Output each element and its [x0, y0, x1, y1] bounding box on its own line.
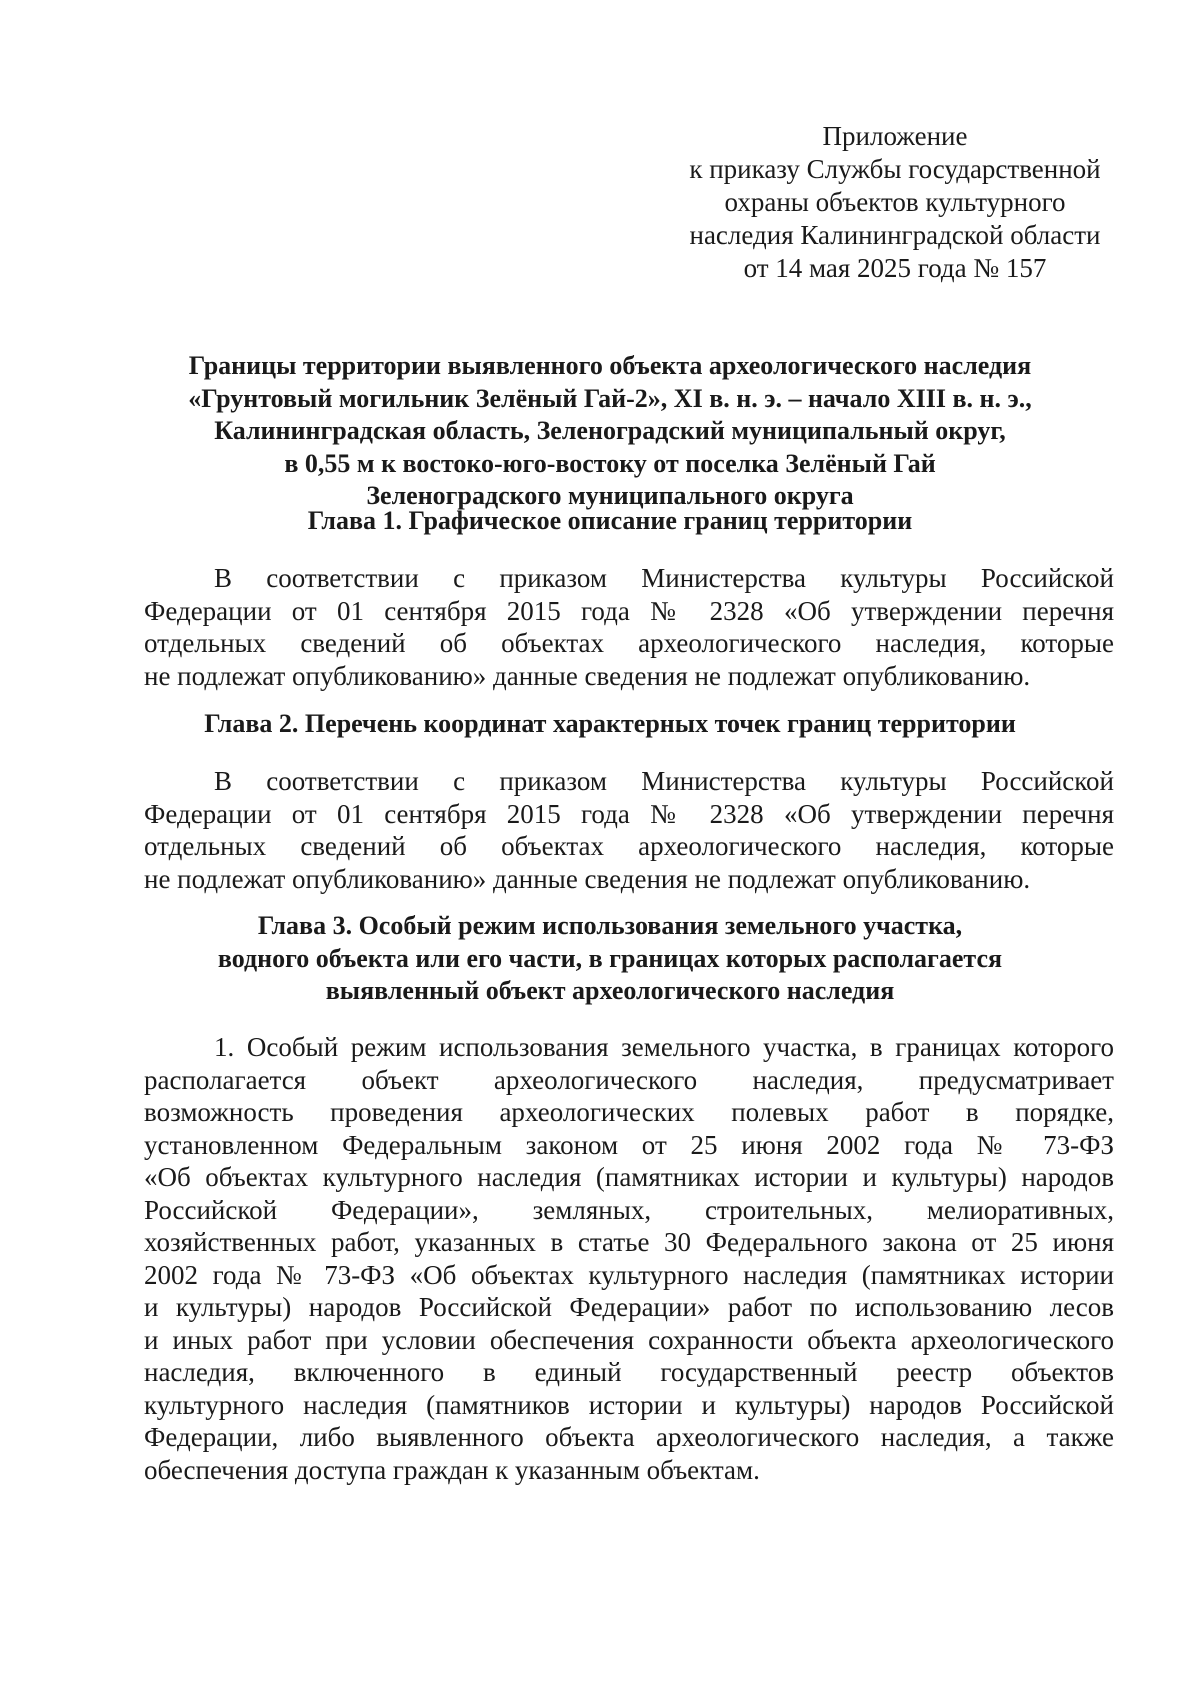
appendix-line: Приложение: [822, 121, 968, 151]
chapter-1-heading: [130, 505, 1090, 538]
title-line: «Грунтовый могильник Зелёный Гай-2», XI в. н. э. – начало XIII в. н. э.,: [188, 383, 1032, 413]
paragraph-line: 2002 года № 73-ФЗ «Об объектах культурного наследия (памятниках истории: [144, 1259, 1114, 1290]
paragraph-line: Российской Федерации», земляных, строительных, мелиоративных,: [144, 1194, 1114, 1225]
chapter-2-heading: [130, 708, 1090, 741]
appendix-line: охраны объектов культурного: [724, 187, 1066, 217]
paragraph-line: установленном Федеральным законом от 25 июня 2002 года № 73-ФЗ: [144, 1129, 1114, 1160]
chapter-3-paragraph: [144, 1031, 1114, 1486]
paragraph-line: и культуры) народов Российской Федерации» работ по использованию лесов: [144, 1292, 1114, 1322]
heading-line: водного объекта или его части, в границах которых располагается: [217, 943, 1003, 973]
title-line: Границы территории выявленного объекта археологического наследия: [188, 351, 1032, 380]
appendix-line: наследия Калининградской области: [689, 220, 1101, 250]
paragraph-line: не подлежат опубликованию» данные сведения не подлежат опубликованию.: [144, 660, 1031, 691]
chapter-2-paragraph: [144, 765, 1114, 895]
paragraph-line: хозяйственных работ, указанных в статье 30 Федерального закона от 25 июня: [144, 1227, 1114, 1257]
heading-line: Глава 2. Перечень координат характерных точек границ территории: [204, 709, 1016, 738]
title-line: Калининградская область, Зеленоградский муниципальный округ,: [214, 416, 1006, 445]
paragraph-line: не подлежат опубликованию» данные сведения не подлежат опубликованию.: [144, 863, 1031, 894]
paragraph-line: возможность проведения археологических полевых работ в порядке,: [144, 1097, 1114, 1127]
paragraph-line: отдельных сведений об объектах археологического наследия, которые: [144, 831, 1114, 861]
title-line: Зеленоградского муниципального округа: [366, 481, 854, 510]
paragraph-line: располагается объект археологического наследия, предусматривает: [144, 1064, 1114, 1095]
paragraph-line: отдельных сведений об объектах археологического наследия, которые: [144, 628, 1114, 658]
paragraph-line: 1. Особый режим использования земельного участка, в границах которого: [214, 1032, 1114, 1062]
appendix-block: [655, 120, 1135, 285]
heading-line: выявленный объект археологического наследия: [325, 976, 895, 1005]
paragraph-line: В соответствии с приказом Министерства культуры Российской: [214, 563, 1114, 593]
paragraph-line: обеспечения доступа граждан к указанным объектам.: [144, 1454, 760, 1485]
chapter-1-paragraph: [144, 562, 1114, 692]
document-title: [130, 350, 1090, 513]
paragraph-line: и иных работ при условии обеспечения сохранности объекта археологического: [144, 1324, 1114, 1355]
paragraph-line: наследия, включенного в единый государственный реестр объектов: [144, 1357, 1114, 1387]
paragraph-line: культурного наследия (памятников истории и культуры) народов Российской: [144, 1389, 1114, 1420]
appendix-line: от 14 мая 2025 года № 157: [743, 253, 1047, 283]
paragraph-line: Федерации от 01 сентября 2015 года № 2328 «Об утверждении перечня: [144, 798, 1114, 829]
paragraph-line: Федерации от 01 сентября 2015 года № 2328 «Об утверждении перечня: [144, 595, 1114, 626]
paragraph-line: В соответствии с приказом Министерства культуры Российской: [214, 766, 1114, 796]
paragraph-line: Федерации, либо выявленного объекта археологического наследия, а также: [144, 1422, 1114, 1452]
chapter-3-heading: [130, 910, 1090, 1008]
appendix-line: к приказу Службы государственной: [689, 154, 1101, 184]
heading-line: Глава 3. Особый режим использования земельного участка,: [257, 911, 963, 940]
paragraph-line: «Об объектах культурного наследия (памятниках истории и культуры) народов: [144, 1162, 1114, 1192]
heading-line: Глава 1. Графическое описание границ территории: [307, 506, 913, 535]
title-line: в 0,55 м к востоко-юго-востоку от поселка Зелёный Гай: [284, 448, 936, 478]
